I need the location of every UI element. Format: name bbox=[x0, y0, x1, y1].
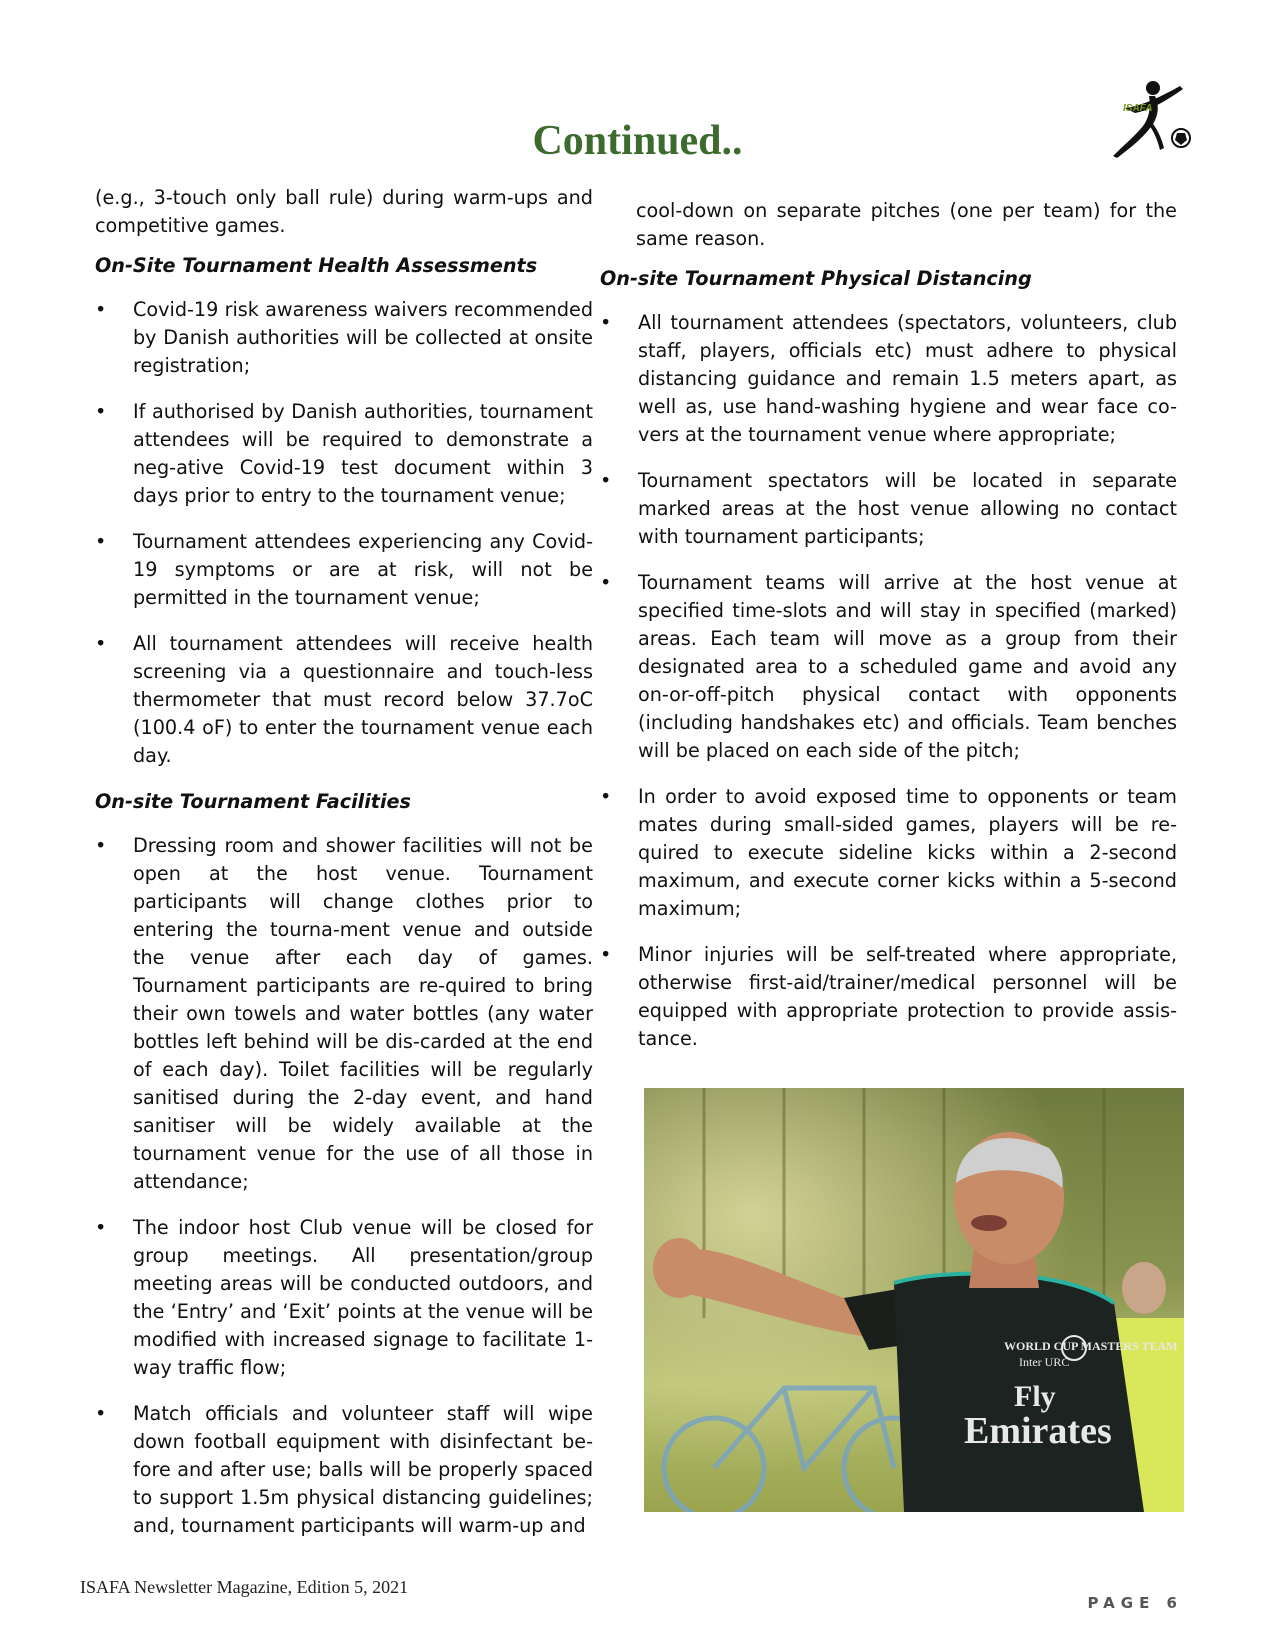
shirt-text-sponsor: Emirates bbox=[964, 1410, 1112, 1452]
right-column bbox=[600, 197, 1177, 1071]
shirt-text-fly: Fly bbox=[1014, 1380, 1056, 1413]
list-item: • Match officials and volunteer staff will wipe down football equipment with disinfectant be-fore and after use; balls will be properly spaced to support 1.5m physical distancing guidelines; and, tournament participants will warm-up and bbox=[95, 1402, 593, 1537]
left-intro-paragraph: (e.g., 3-touch only ball rule) during warm-ups and competitive games. bbox=[95, 186, 593, 237]
logo-text: ISAFA bbox=[1123, 103, 1153, 114]
coach-photo-illustration bbox=[644, 1088, 1184, 1512]
list-item: • The indoor host Club venue will be closed for group meetings. All presentation/group meeting areas will be conducted outdoors, and the ‘Entry’ and ‘Exit’ points at the venue will be modified with increased signage to facilitate 1-way traffic flow; bbox=[95, 1216, 593, 1379]
bullet-icon: • bbox=[95, 298, 107, 321]
list-item: • If authorised by Danish authorities, tournament attendees will be required to demonstrate a neg-ative Covid-19 test document within 3 days prior to entry to the tournament venue; bbox=[95, 400, 593, 507]
footer-publication: ISAFA Newsletter Magazine, Edition 5, 2021 bbox=[80, 1577, 409, 1597]
bullet-icon: • bbox=[600, 943, 612, 966]
list-item: • Tournament spectators will be located in separate marked areas at the host venue allowing no contact with tournament participants; bbox=[600, 469, 1177, 548]
bullet-icon: • bbox=[600, 785, 612, 808]
physical-distancing-list bbox=[600, 309, 1177, 1053]
footer-page-number: PAGE 6 bbox=[1087, 1594, 1183, 1612]
shirt-text-team: WORLD CUP MASTERS TEAM bbox=[1004, 1339, 1178, 1353]
shirt-text-sub: Inter URC bbox=[1019, 1355, 1070, 1369]
list-item: • Dressing room and shower facilities will not be open at the host venue. Tournament participants will change clothes prior to entering the tourna-ment venue and outside the venue after each day of games. Tournament participants are re-quired to bring their own towels and water bottles (any water bottles left behind will be dis-carded at the end of each day). Toilet facilities will be regularly sanitised during the 2-day event, and hand sanitiser will be widely available at the tournament venue for the use of all those in attendance; bbox=[95, 834, 593, 1193]
list-item: • Minor injuries will be self-treated where appropriate, otherwise first-aid/trainer/medical personnel will be equipped with appropriate protection to provide assis-tance. bbox=[600, 943, 1177, 1050]
right-intro-paragraph: cool-down on separate pitches (one per team) for the same reason. bbox=[636, 199, 1177, 250]
left-column bbox=[95, 184, 593, 1558]
bullet-icon: • bbox=[95, 834, 107, 857]
list-item: • Tournament attendees experiencing any Covid-19 symptoms or are at risk, will not be permitted in the tournament venue; bbox=[95, 530, 593, 609]
facilities-list bbox=[95, 832, 593, 1540]
bullet-icon: • bbox=[95, 1402, 107, 1425]
bullet-icon: • bbox=[600, 469, 612, 492]
list-item: • In order to avoid exposed time to opponents or team mates during small-sided games, players will be re-quired to execute sideline kicks within a 2-second maximum, and execute corner kicks within a 5-second maximum; bbox=[600, 785, 1177, 920]
bullet-icon: • bbox=[95, 530, 107, 553]
list-item: • All tournament attendees will receive health screening via a questionnaire and touch-less thermometer that must record below 37.7oC (100.4 oF) to enter the tournament venue each day. bbox=[95, 632, 593, 767]
list-item: • Tournament teams will arrive at the host venue at specified time-slots and will stay in specified (marked) areas. Each team will move as a group from their designated area to a scheduled game and avoid any on-or-off-pitch physical contact with opponents (including handshakes etc) and officials. Team benches will be placed on each side of the pitch; bbox=[600, 571, 1177, 762]
list-item: • All tournament attendees (spectators, volunteers, club staff, players, officials etc) must adhere to physical distancing guidance and remain 1.5 meters apart, as well as, use hand-washing hygiene and wear face co-vers at the tournament venue where appropriate; bbox=[600, 311, 1177, 446]
bullet-icon: • bbox=[95, 1216, 107, 1239]
list-item: • Covid-19 risk awareness waivers recommended by Danish authorities will be collected at onsite registration; bbox=[95, 298, 593, 377]
section-heading-health-assessments: On-Site Tournament Health Assessments bbox=[95, 254, 538, 277]
isafa-logo bbox=[1105, 78, 1200, 163]
section-heading-physical-distancing: On-site Tournament Physical Distancing bbox=[600, 267, 1032, 290]
bullet-icon: • bbox=[95, 632, 107, 655]
bullet-icon: • bbox=[600, 311, 612, 334]
bullet-icon: • bbox=[600, 571, 612, 594]
health-assessments-list bbox=[95, 296, 593, 770]
bullet-icon: • bbox=[95, 400, 107, 423]
soccer-player-logo-icon bbox=[1105, 78, 1200, 163]
coach-photo bbox=[644, 1088, 1184, 1512]
section-heading-facilities: On-site Tournament Facilities bbox=[95, 790, 411, 813]
page-title: Continued.. bbox=[532, 118, 743, 165]
